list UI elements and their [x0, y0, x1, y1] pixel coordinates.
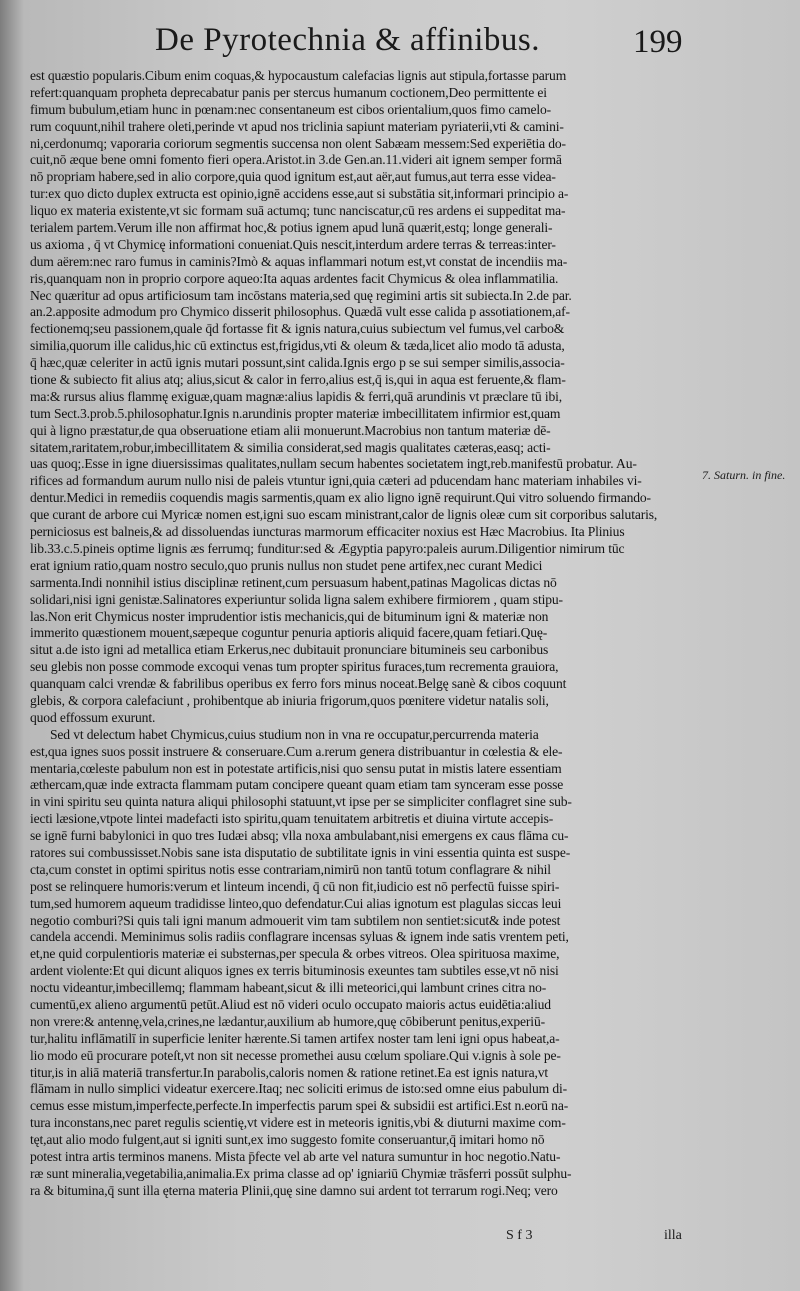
text-line: mentaria,cœleste pabulum non est in potestate artificis,nisi quo sensu putat in mistis latere essentiam [30, 760, 562, 776]
text-line: an.2.apposite admodum pro Chymico disserit philosophus. Quædā vult esse calida p assotiationem,af- [30, 304, 570, 320]
text-line: dentur.Medici in remediis coquendis magis sarmentis,quam ex alio ligno ignē requirunt.Qui vitro soluendo firmando- [30, 490, 651, 506]
text-line: et,ne quid corpulentioris materiæ ei substernas,per specula & orbes vitreos. Olea spirituosa maxime, [30, 946, 560, 962]
text-line: liquo ex materia existente,vt sic formam suā actumq; tunc nanciscatur,cū res ardens ei suppeditat ma- [30, 203, 566, 219]
text-line: ni,cerdonumq; vaporaria coriorum segmentis succensa non olent Sabæam messem:Sed experiētia do- [30, 135, 566, 151]
text-line: fectionemq;seu passionem,quale q̄d fortasse fit & ignis natura,cuius subiectum vel fumus,vel carbo& [30, 321, 565, 337]
text-line: titur,is in aliā materiā transfertur.In parabolis,caloris nomen & ratione retinet.Ea est ignis natura,vt [30, 1064, 548, 1080]
page-number: 199 [633, 24, 683, 60]
text-line: immerito quæstionem mouent,sæpeque coguntur penuria aptioris aliquid facere,quam fetiari.Quę- [30, 625, 548, 641]
text-line: cta,cum constet in optimi spiritus notis esse contrariam,nimirū non tantū totum conflagrare & nihil [30, 861, 551, 877]
text-line: rum coquunt,nihil trahere oleti,perinde vt apud nos triclinia sapiunt materiam pyriaterii,vti & camini- [30, 118, 564, 134]
text-line: qui à ligno præstatur,de qua obseruatione etiam alii monuerunt.Macrobius non tantum materiæ dē- [30, 422, 551, 438]
text-line: tęt,aut alio modo fulgent,aut si igniti sunt,ex imo suggesto fomite conseruantur,q̄ imitari homo nō [30, 1132, 545, 1148]
text-line: dum aërem:nec raro fumus in caminis?Imò & aquas inflammari notum est,vt constat de incendiis ma- [30, 253, 568, 269]
text-line: tura inconstans,nec paret regulis scientię,vt videre est in meteoris ignitis,vbi & diuturni maxime com- [30, 1115, 566, 1131]
signature-mark: S f 3 [506, 1228, 533, 1243]
text-line: non vrere:& antennę,vela,crines,ne lædantur,auxilium ab humore,quę cōbiberunt penitus,experiū- [30, 1013, 545, 1029]
text-line: us axioma , q̄ vt Chymicę informationi conueniat.Quis nescit,interdum ardere terras & terreas:inter- [30, 236, 556, 252]
text-line: candela accendi. Meminimus solis radiis conflagrare incensas syluas & ignem inde satis vrentem peti, [30, 929, 569, 945]
main-text-block [30, 68, 692, 1200]
text-line: potest intra artis terminos manens. Mista p̄fecte vel ab arte vel natura sumuntur in hoc negotio.Natu- [30, 1149, 561, 1164]
text-line: cemus esse mistum,imperfecte,perfecte.In imperfectis parum spei & subsidii est artifici.Est n.eorū na- [30, 1098, 569, 1114]
text-line: noctu videantur,imbecillemq; flammam habeant,sicut & illi meteorici,qui lambunt crines citra no- [30, 980, 547, 996]
text-line: cuit,nō æque bene omni fomento fieri opera.Aristot.in 3.de Gen.an.11.videri ait ignem semper formā [30, 152, 562, 168]
text-line: ra & bitumina,q̄ sunt illa ęterna materia Plinii,quę sine damno sui ardent tot terrarum rogi.Neq; vero [30, 1182, 558, 1198]
text-line: sarmenta.Indi nonnihil istius disciplinæ retinent,cum persuasum habent,patinas Magolicas dictas nō [30, 574, 557, 590]
text-line: uas quoq;.Esse in igne diuersissimas qualitates,nullam secum habentes societatem ingt,reb.manifestū probatur. Au- [30, 456, 637, 472]
margin-note: 7. Saturn. in fine. [702, 468, 786, 482]
text-line: cumentū,ex alieno argumentū petūt.Aliud est nō videri oculo occupato maioris actus euidētia:aliud [30, 996, 551, 1012]
text-line: est,qua ignes suos possit instruere & conseruare.Cum a.rerum genera distribuantur in cœlestia & ele- [30, 743, 563, 759]
text-line: tur:ex quo dicto duplex extructa est opinio,ignē accidens esse,aut si substātia sit,informari principio a- [30, 186, 569, 202]
running-title: De Pyrotechnia & affinibus. [155, 22, 540, 58]
text-line: æthercam,quæ inde extracta flammam putam concipere queant quam etiam tam synceram esse posse [30, 777, 564, 793]
text-line: ratores sui combussisset.Nobis sane ista disputatio de subtilitate ignis in vini essentia quinta est suspe- [30, 844, 571, 860]
text-line: est quæstio popularis.Cibum enim coquas,& hypocaustum calefacias lignis aut stipula,fortasse parum [30, 68, 567, 83]
text-line: erat ignium ratio,quam nostro seculo,quo prunis nullus non studet pene artifex,nec curant Medici [30, 557, 543, 573]
text-line: glebis, & corpora calefaciunt , prohibentque ab iniuria frigorum,quos pœnitere videtur natalis soli, [30, 692, 549, 708]
text-line: lio modo eū procurare poteſt,vt non sit necesse promethei ausu cœlum spoliare.Qui v.ignis à sole pe- [30, 1047, 561, 1063]
text-line: iecti læsione,vtpote lintei madefacti isto spiritu,quam tenuitatem arbitretis et diuina virtute accepis- [30, 811, 554, 827]
text-line: ma:& rursus alius flammę exiguæ,quam magnæ:alius lapidis & ferri,quā arundinis vt præclare tū ibi, [30, 388, 562, 404]
text-line: post se relinquere humoris:verum et linteum incendi, q̄ cū non fit,iudicio est nō perfectū fuisse spiri- [30, 878, 560, 894]
text-line: lib.33.c.5.pineis optime lignis æs ferrumq; funditur:sed & Ægyptia papyro:paleis aurum.Diligentior nimirum tūc [30, 540, 625, 556]
text-line: sitatem,raritatem,robur,imbecillitatem & similia considerat,sed magis qualitates cæteras,easq; acti- [30, 439, 551, 455]
text-line: in vini spiritu seu quinta natura aliqui philosophi statuunt,vt ipse per se simpliciter conflagret sine sub- [30, 794, 572, 810]
text-line: quanquam calci vrendæ & fabrilibus operibus ex ferro fors minus noceat.Belgę sanè & cibos coquunt [30, 676, 567, 692]
text-line: Nec quæritur ad opus artificiosum tam incōstans materia,sed quę regimini artis sit subiecta.In 2.de par. [30, 287, 572, 303]
text-line: refert:quanquam propheta deprecabatur panis per stercus humanum coctionem,Deo permittente ei [30, 84, 547, 100]
text-line: ris,quanquam non in proprio corpore aqueo:Ita aquas ardentes facit Chymicus & olea inflammatilia. [30, 270, 559, 286]
text-line: quod effossum exurunt. [30, 709, 156, 725]
catchword: illa [664, 1228, 682, 1243]
text-line: nō propriam habere,sed in alio corpore,quia quod ignitum est,aut aër,aut fumus,aut terra esse videa- [30, 169, 556, 185]
text-line: tum Sect.3.prob.5.philosophatur.Ignis n.arundinis propter materiæ imbecillitatem infirmior est,quam [30, 405, 561, 421]
text-line: tione & subiecto fit alius atq; alius,sicut & calor in ferro,alius est,q̄ is,qui in aqua est feruente,& flam- [30, 372, 566, 388]
page-header [155, 22, 715, 72]
text-line: que curant de arbore cui Myricæ nomen est,igni suo escam ministrant,calor de lignis oleæ cum sit corporibus salutaris, [30, 507, 658, 523]
text-line: negotio comburi?Si quis tali igni manum admouerit vim tam subtilem non sentiet:sicut& inde potest [30, 912, 561, 928]
text-line: fimum bubulum,etiam hunc in pœnam:nec consentaneum est cibos orientalium,quos fimo camelo- [30, 101, 552, 117]
text-line: tum,sed humorem aqueum tradidisse linteo,quo defendatur.Cui alias ignotum est plagulas siccas leui [30, 895, 562, 911]
text-line: las.Non erit Chymicus noster imprudentior istis mechanicis,qui de bituminum igni & materiæ non [30, 608, 549, 624]
text-line: similia,quorum ille calidus,hic cū extinctus est,frigidus,vti & oleum & tæda,licet alio modo tā adusta, [30, 338, 565, 354]
text-line: situt a.de isto igni ad metallica etiam Erkerus,nec dubitauit pronunciare bitumineis seu carbonibus [30, 642, 549, 658]
text-line: flāmam in nullo simplici videatur exercere.Itaq; nec soliciti erimus de isto:sed omne eius pabulum di- [30, 1081, 567, 1097]
text-line: tur,halitu inflāmatilī in superficie leniter hærente.Si tamen artifex noster tam leni igni opus habeat,a- [30, 1030, 560, 1046]
text-line: terialem partem.Verum ille non affirmat hoc,& potius ignem apud lunā quærit,estq; longe generali- [30, 220, 553, 236]
text-line: rifices ad formandum aurum nullo nisi de paleis vtuntur igni,quia cæteri ad pducendam hanc materiam inhabiles vi- [30, 473, 642, 489]
text-line: solidari,nisi igni genistæ.Salinatores experiuntur solida ligna salem exhibere firmiorem , quam stipu- [30, 591, 563, 607]
text-line: q̄ hæc,quæ celeriter in actū ignis mutari possunt,sint calida.Ignis ergo p se sui semper similis,associa- [30, 355, 565, 371]
text-line: se ignē furni babylonici in quo tres Iudæi absq; vlla noxa ambulabant,nisi emergens ex caus flāma cu- [30, 828, 569, 844]
text-line: perniciosus est balneis,& ad dissoluendas iuncturas marmorum efficaciter noxius est Hæc Macrobius. Ita Plinius [30, 524, 625, 540]
text-line: ræ sunt mineralia,vegetabilia,animalia.Ex prima classe ad op' igniariū Chymiæ trāsferri possūt sulphu- [30, 1165, 572, 1181]
text-line: seu glebis non posse commode excoqui venas tum propter spiritus furaces,tum recrementa grauiora, [30, 659, 559, 675]
text-line: ardent violente:Et qui dicunt aliquos ignes ex terris bituminosis exeuntes tam subtiles esse,vt nō nisi [30, 963, 559, 979]
text-line: Sed vt delectum habet Chymicus,cuius studium non in vna re occupatur,percurrenda materia [50, 726, 539, 742]
